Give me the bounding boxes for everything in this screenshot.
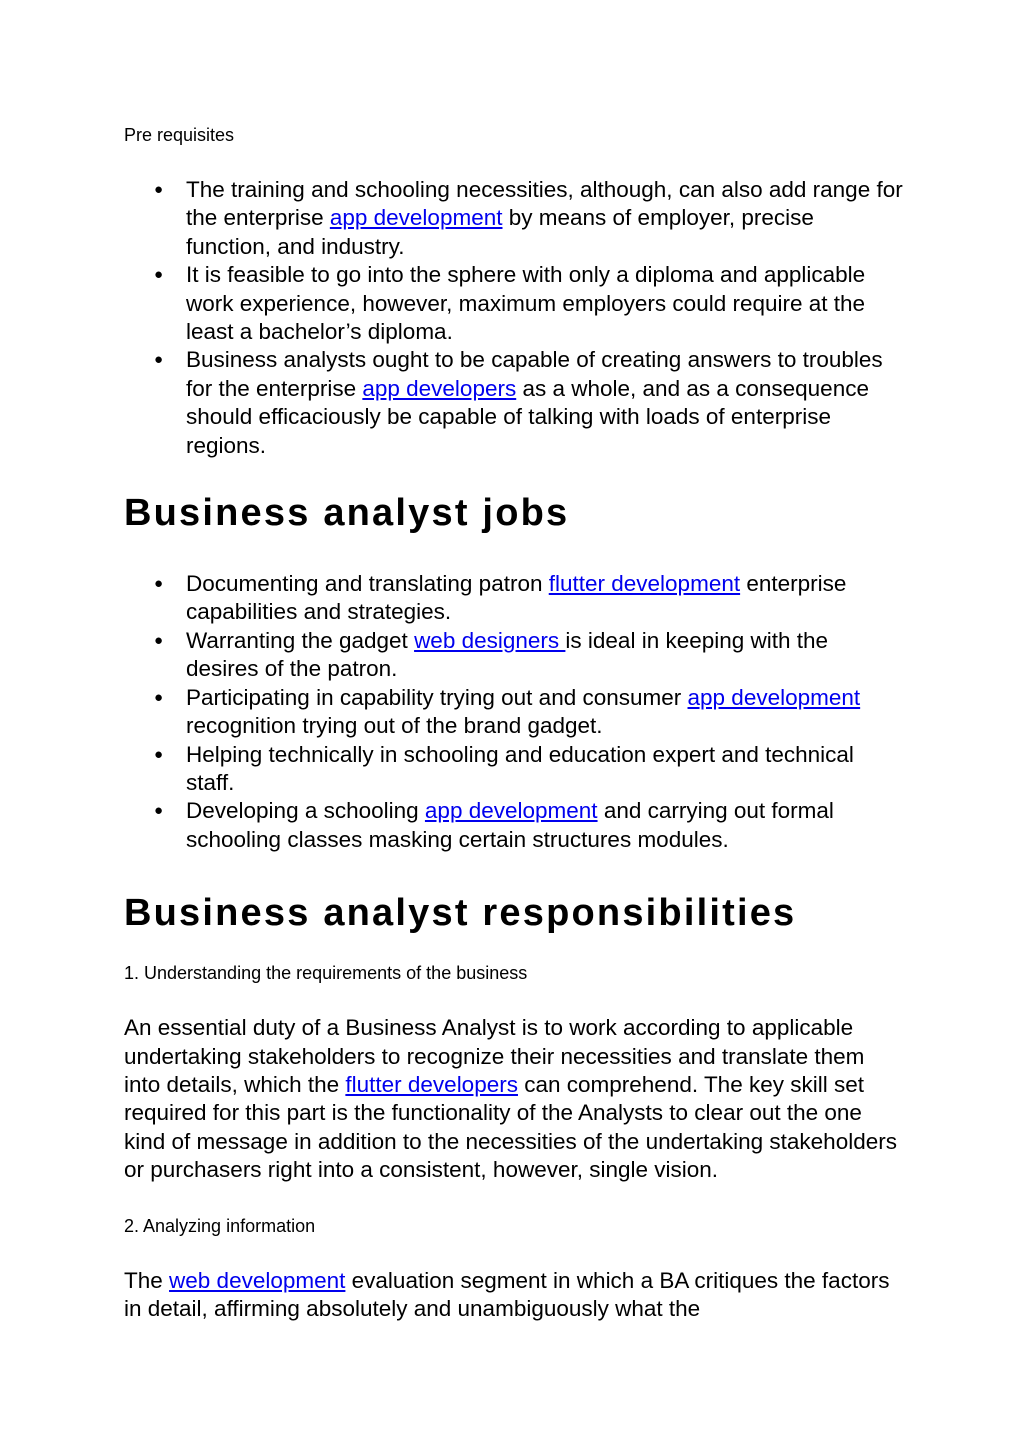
list-item-text: enterprise capabilities and strategies. [186, 571, 847, 625]
link-app-development[interactable]: app development [424, 798, 598, 824]
paragraph-text: can comprehend. The key skill set required for this part is the functionality of the Analysts to clear out the one kind of message in addition to the necessities of the undertaking stakeholders or purchasers right into a consistent, however, single vision. [124, 1071, 897, 1183]
bullet-icon: ● [154, 351, 164, 369]
list-item [154, 741, 903, 798]
bullet-icon: ● [154, 181, 164, 198]
paragraph-text: An essential duty of a Business Analyst is to work according to applicable undertaking stakeholders to recognize their necessities and translate them into details, which the [124, 1015, 865, 1097]
paragraph-text: The [124, 1267, 170, 1293]
bullet-icon: ● [154, 266, 164, 284]
link-app-development[interactable]: app development [329, 205, 503, 231]
link-flutter-development[interactable]: flutter development [548, 571, 741, 597]
list-item-text: Developing a schooling [186, 798, 425, 824]
list-item-text: is ideal in keeping with the desires of the patron. [186, 627, 829, 682]
list-item-text: Business analysts ought to be capable of creating answers to troubles for the enterprise [186, 347, 883, 401]
jobs-heading: Business analyst jobs [124, 492, 570, 535]
bullet-icon: ● [154, 688, 164, 706]
list-item-text: recognition trying out of the brand gadget. [186, 713, 603, 739]
link-app-developers[interactable]: app developers [362, 375, 517, 401]
link-web-designers[interactable]: web designers [414, 627, 566, 653]
list-item [154, 570, 903, 627]
prerequisites-label: Pre requisites [124, 125, 235, 145]
bullet-icon: ● [154, 631, 164, 649]
responsibility-subheading-2: 2. Analyzing information [124, 1215, 316, 1236]
list-item-text: as a whole, and as a consequence should efficaciously be capable of talking with loads of enterprise regions. [186, 375, 869, 458]
bullet-icon: ● [154, 802, 164, 820]
link-flutter-developers[interactable]: flutter developers [345, 1071, 518, 1097]
list-item [154, 627, 903, 684]
list-item [154, 176, 903, 261]
bullet-icon: ● [154, 745, 164, 763]
responsibility-paragraph-1 [124, 1014, 903, 1184]
list-item-text: The training and schooling necessities, although, can also add range for the enterprise [186, 177, 903, 231]
list-item [154, 261, 903, 346]
list-item-text: and carrying out formal schooling classes masking certain structures modules. [186, 798, 834, 852]
list-item [154, 797, 903, 854]
paragraph-text: evaluation segment in which a BA critiques the factors in detail, affirming absolutely and unambiguously what the [124, 1267, 890, 1321]
responsibility-subheading-1: 1. Understanding the requirements of the business [124, 963, 528, 984]
jobs-list [124, 570, 903, 854]
link-app-development[interactable]: app development [687, 684, 861, 710]
list-item-text: Documenting and translating patron [186, 571, 549, 597]
list-item-text: It is feasible to go into the sphere with only a diploma and applicable work experience, however, maximum employers could require at the least a bachelor’s diploma. [186, 262, 866, 345]
responsibilities-heading: Business analyst responsibilities [124, 892, 797, 935]
bullet-icon: ● [154, 575, 164, 593]
list-item [154, 684, 903, 741]
link-web-development[interactable]: web development [169, 1267, 346, 1293]
list-item-text: Helping technically in schooling and education expert and technical staff. [186, 741, 854, 795]
list-item-text: Participating in capability trying out and consumer [186, 684, 688, 710]
list-item-text: Warranting the gadget [186, 627, 415, 653]
list-item [154, 346, 903, 460]
list-item-text: by means of employer, precise function, and industry. [186, 205, 814, 259]
responsibility-paragraph-2 [124, 1267, 903, 1324]
prerequisites-list [124, 176, 903, 460]
